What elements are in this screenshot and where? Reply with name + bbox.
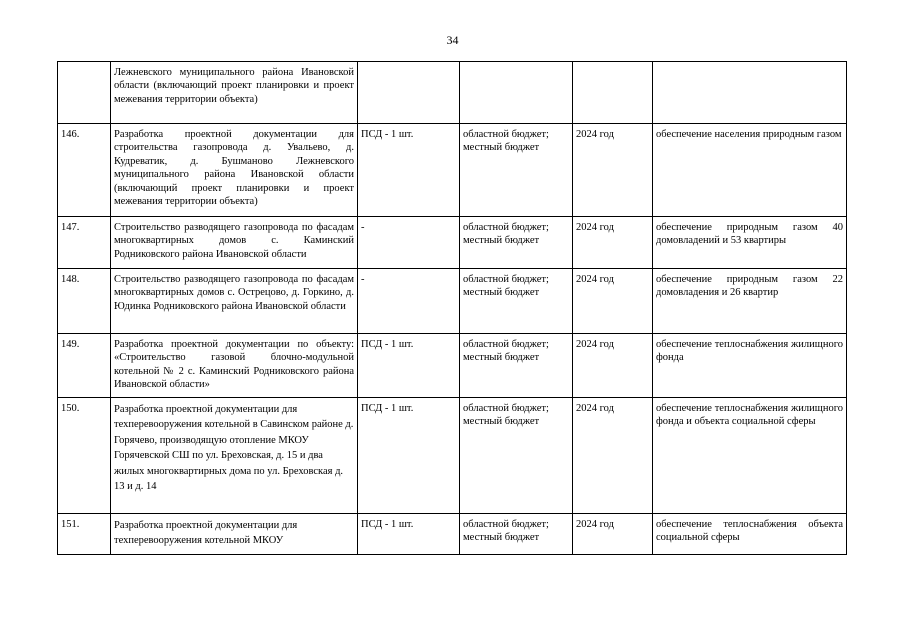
activity-name: Разработка проектной документации для строительства газопровода д. Увальево, д. Кудреватик, д. Бушманово Лежневского муниципального района Ивановской области (включающий проект планировки и проект межевания территории объекта) xyxy=(111,124,358,217)
funding-source: областной бюджет; местный бюджет xyxy=(460,217,573,269)
funding-source: областной бюджет; местный бюджет xyxy=(460,334,573,398)
result-cell: ПСД - 1 шт. xyxy=(358,513,460,554)
year-cell: 2024 год xyxy=(573,217,653,269)
year-cell: 2024 год xyxy=(573,513,653,554)
funding-source: областной бюджет; местный бюджет xyxy=(460,269,573,334)
result-cell: ПСД - 1 шт. xyxy=(358,334,460,398)
activity-name: Лежневского муниципального района Ивановской области (включающий проект планировки и проект межевания территории объекта) xyxy=(111,62,358,124)
table-row xyxy=(58,513,847,554)
year-cell xyxy=(573,62,653,124)
row-number: 149. xyxy=(58,334,111,398)
result-cell: - xyxy=(358,269,460,334)
row-number: 150. xyxy=(58,397,111,513)
table-row xyxy=(58,217,847,269)
funding-source: областной бюджет; местный бюджет xyxy=(460,397,573,513)
purpose-cell: обеспечение теплоснабжения объекта социальной сферы xyxy=(653,513,847,554)
year-cell: 2024 год xyxy=(573,124,653,217)
table-row xyxy=(58,124,847,217)
year-cell: 2024 год xyxy=(573,334,653,398)
result-cell: ПСД - 1 шт. xyxy=(358,124,460,217)
funding-source xyxy=(460,62,573,124)
year-cell: 2024 год xyxy=(573,397,653,513)
year-cell: 2024 год xyxy=(573,269,653,334)
activity-name: Разработка проектной документации для техперевооружения котельной МКОУ xyxy=(111,513,358,554)
purpose-cell: обеспечение природным газом 40 домовладений и 53 квартиры xyxy=(653,217,847,269)
row-number: 148. xyxy=(58,269,111,334)
result-cell: ПСД - 1 шт. xyxy=(358,397,460,513)
row-number xyxy=(58,62,111,124)
row-number: 147. xyxy=(58,217,111,269)
table-row xyxy=(58,62,847,124)
result-cell: - xyxy=(358,217,460,269)
purpose-cell xyxy=(653,62,847,124)
row-number: 151. xyxy=(58,513,111,554)
table-row xyxy=(58,269,847,334)
row-number: 146. xyxy=(58,124,111,217)
funding-source: областной бюджет; местный бюджет xyxy=(460,124,573,217)
program-table xyxy=(57,61,847,555)
activity-name: Разработка проектной документации для техперевооружения котельной в Савинском районе д. Горячево, производящую отопление МКОУ Горячевской СШ по ул. Бреховская, д. 15 и два жилых многоквартирных дома по ул. Бреховская д. 13 и д. 14 xyxy=(111,397,358,513)
page-number: 34 xyxy=(446,33,459,47)
table-row xyxy=(58,334,847,398)
purpose-cell: обеспечение теплоснабжения жилищного фонда и объекта социальной сферы xyxy=(653,397,847,513)
table-row xyxy=(58,397,847,513)
activity-name: Строительство разводящего газопровода по фасадам многоквартирных домов с. Каминский Родниковского района Ивановской области xyxy=(111,217,358,269)
purpose-cell: обеспечение населения природным газом xyxy=(653,124,847,217)
purpose-cell: обеспечение природным газом 22 домовладения и 26 квартир xyxy=(653,269,847,334)
activity-name: Разработка проектной документации по объекту: «Строительство газовой блочно-модульной котельной № 2 с. Каминский Родниковского района Ивановской области» xyxy=(111,334,358,398)
purpose-cell: обеспечение теплоснабжения жилищного фонда xyxy=(653,334,847,398)
funding-source: областной бюджет; местный бюджет xyxy=(460,513,573,554)
result-cell xyxy=(358,62,460,124)
activity-name: Строительство разводящего газопровода по фасадам многоквартирных домов с. Острецово, д. Горкино, д. Юдинка Родниковского района Ивановской области xyxy=(111,269,358,334)
